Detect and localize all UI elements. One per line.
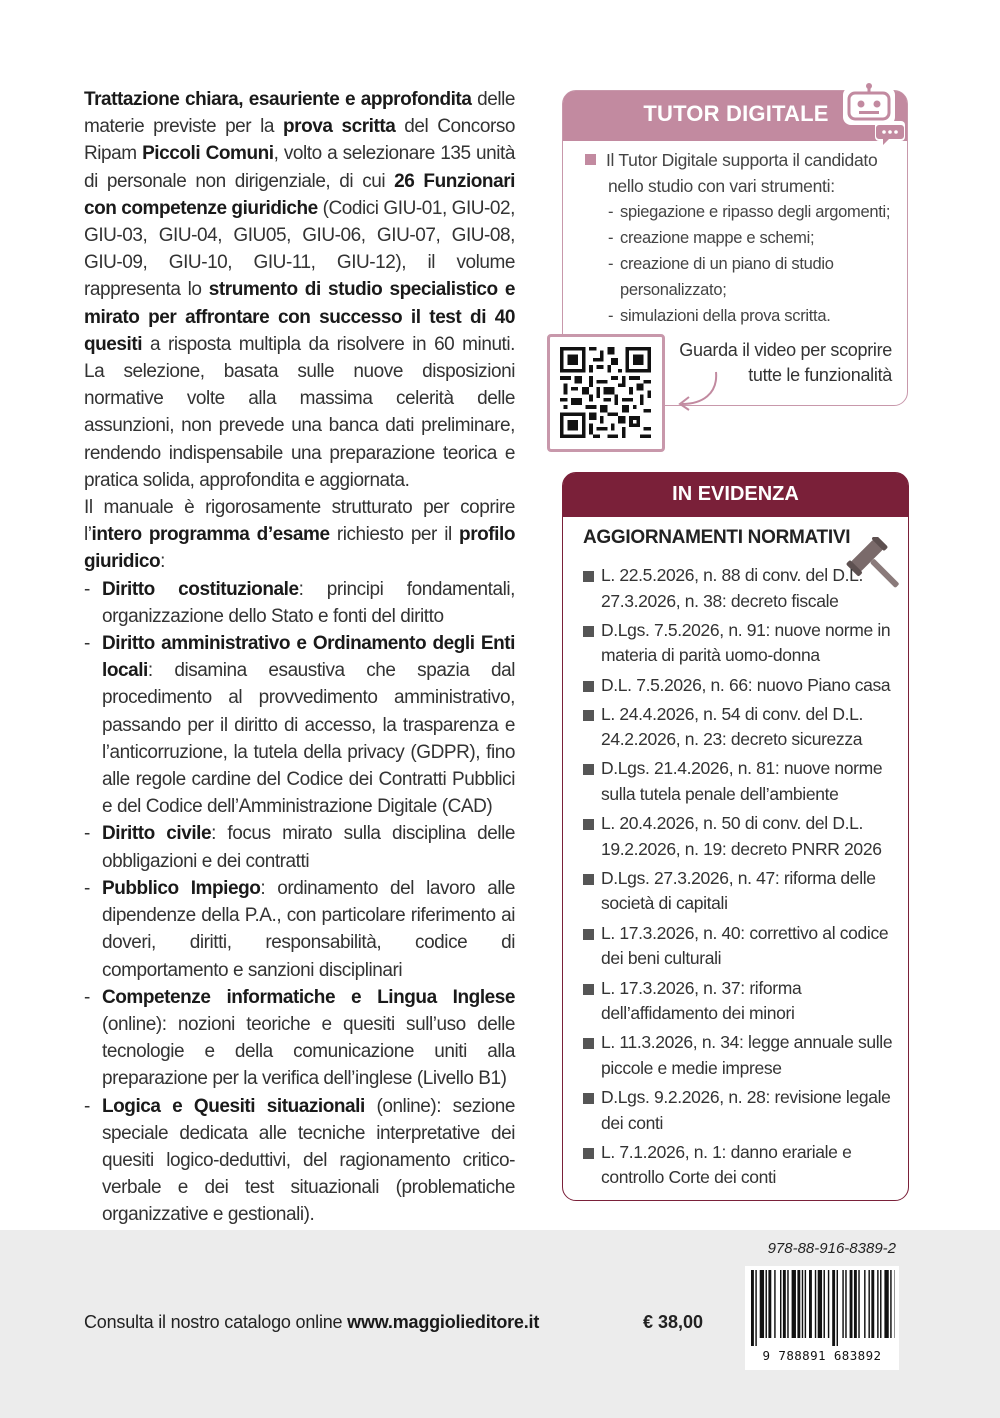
tutor-feature: - simulazioni della prova scritta. bbox=[608, 303, 895, 329]
isbn: 978-88-916-8389-2 bbox=[767, 1240, 896, 1257]
tutor-features-list bbox=[585, 199, 895, 329]
catalog-line: Consulta il nostro catalogo online www.maggiolieditore.it bbox=[84, 1312, 540, 1332]
tutor-body bbox=[585, 147, 895, 329]
description-column bbox=[84, 86, 515, 1229]
update-item: L. 17.3.2026, n. 37: riforma dell’affidamento dei minori bbox=[581, 976, 901, 1031]
update-item: L. 17.3.2026, n. 40: correttivo al codice dei beni culturali bbox=[581, 921, 901, 976]
normative-updates-list bbox=[581, 563, 901, 1195]
tutor-feature: - creazione mappe e schemi; bbox=[608, 225, 895, 251]
tutor-title: TUTOR DIGITALE bbox=[643, 101, 829, 126]
topic-item: - Pubblico Impiego: ordinamento del lavoro alle dipendenze della P.A., con particolare riferimento ai doveri, diritti, responsabilità, codice di comportamento e sanzioni disciplinari bbox=[84, 875, 515, 984]
barcode-icon bbox=[749, 1270, 895, 1346]
update-item: L. 24.4.2026, n. 54 di conv. del D.L. 24.2.2026, n. 23: decreto sicurezza bbox=[581, 702, 901, 757]
robot-chat-icon bbox=[839, 81, 911, 153]
update-item: D.Lgs. 7.5.2026, n. 91: nuove norme in materia di parità uomo-donna bbox=[581, 618, 901, 673]
qr-code[interactable] bbox=[547, 334, 665, 452]
evidenza-title: IN EVIDENZA bbox=[672, 483, 799, 505]
program-paragraph: Il manuale è rigorosamente strutturato per coprire l’intero programma d’esame richiesto per il profilo giuridico: bbox=[84, 497, 515, 573]
in-evidenza-box bbox=[562, 472, 909, 1201]
tutor-feature: - creazione di un piano di studio personalizzato; bbox=[608, 251, 895, 303]
topic-item: - Competenze informatiche e Lingua Inglese (online): nozioni teoriche e quesiti sull’uso delle tecnologie e della comunicazione uniti alla preparazione per la verifica dell’inglese (Livello B1) bbox=[84, 984, 515, 1093]
update-item: L. 7.1.2026, n. 1: danno erariale e controllo Corte dei conti bbox=[581, 1140, 901, 1195]
topics-list bbox=[84, 576, 515, 1229]
update-item: D.Lgs. 27.3.2026, n. 47: riforma delle società di capitali bbox=[581, 866, 901, 921]
update-item: D.Lgs. 9.2.2026, n. 28: revisione legale dei conti bbox=[581, 1085, 901, 1140]
topic-item: - Logica e Quesiti situazionali (online): sezione speciale dedicata alle tecniche interpretative dei quesiti logico-deduttivi, del ragionamento critico-verbale e dei test situazionali (problematiche organizzative e gestionali). bbox=[84, 1093, 515, 1229]
update-item: L. 22.5.2026, n. 88 di conv. del D.L. 27.3.2026, n. 38: decreto fiscale bbox=[581, 563, 901, 618]
evidenza-subtitle: AGGIORNAMENTI NORMATIVI bbox=[583, 527, 851, 548]
intro-paragraph: Trattazione chiara, esauriente e approfondita delle materie previste per la prova scritta del Concorso Ripam Piccoli Comuni, volto a selezionare 135 unità di personale non dirigenziale, di cui 26 Funzionari con competenze giuridiche (Codici GIU-01, GIU-02, GIU-03, GIU-04, GIU05, GIU-06, GIU-07, GIU-08, GIU-09, GIU-10, GIU-11, GIU-12), il volume rappresenta lo strumento di studio specialistico e mirato per affrontare con successo il test di 40 quesiti a risposta multipla da risolvere in 60 minuti. La selezione, basata sulle nuove disposizioni normative volte alla massima celerità delle assunzioni, non prevede una banca dati preliminare, rendendo indispensabile una preparazione teorica e pratica solida, approfondita e aggiornata. bbox=[84, 89, 515, 491]
curved-arrow-icon bbox=[672, 368, 722, 412]
update-item: L. 11.3.2026, n. 34: legge annuale sulle piccole e medie imprese bbox=[581, 1030, 901, 1085]
topic-item: - Diritto civile: focus mirato sulla disciplina delle obbligazioni e dei contratti bbox=[84, 820, 515, 874]
tutor-feature: - spiegazione e ripasso degli argomenti; bbox=[608, 199, 895, 225]
tutor-intro: Il Tutor Digitale supporta il candidato nello studio con vari strumenti: bbox=[585, 147, 895, 199]
update-item: L. 20.4.2026, n. 50 di conv. del D.L. 19.2.2026, n. 19: decreto PNRR 2026 bbox=[581, 811, 901, 866]
video-prompt: Guarda il video per scoprire tutte le funzionalità bbox=[679, 340, 892, 385]
back-cover-footer bbox=[0, 1230, 1000, 1418]
ean-number: 9 788891 683892 bbox=[762, 1348, 882, 1363]
qr-code-icon bbox=[560, 347, 651, 438]
price: € 38,00 bbox=[643, 1312, 704, 1332]
publisher-website-link[interactable]: www.maggiolieditore.it bbox=[347, 1312, 540, 1332]
topic-item: - Diritto amministrativo e Ordinamento degli Enti locali: disamina esaustiva che spazia dal procedimento al provvedimento amministrativo, passando per il diritto di accesso, la trasparenza e l’anticorruzione, la tutela della privacy (GDPR), fino alle regole cardine del Codice dei Contratti Pubblici e del Codice dell’Amministrazione Digitale (CAD) bbox=[84, 630, 515, 820]
update-item: D.Lgs. 21.4.2026, n. 81: nuove norme sulla tutela penale dell’ambiente bbox=[581, 756, 901, 811]
update-item: D.L. 7.5.2026, n. 66: nuovo Piano casa bbox=[581, 673, 901, 702]
square-bullet-icon bbox=[585, 154, 596, 165]
topic-item: - Diritto costituzionale: principi fondamentali, organizzazione dello Stato e fonti del diritto bbox=[84, 576, 515, 630]
